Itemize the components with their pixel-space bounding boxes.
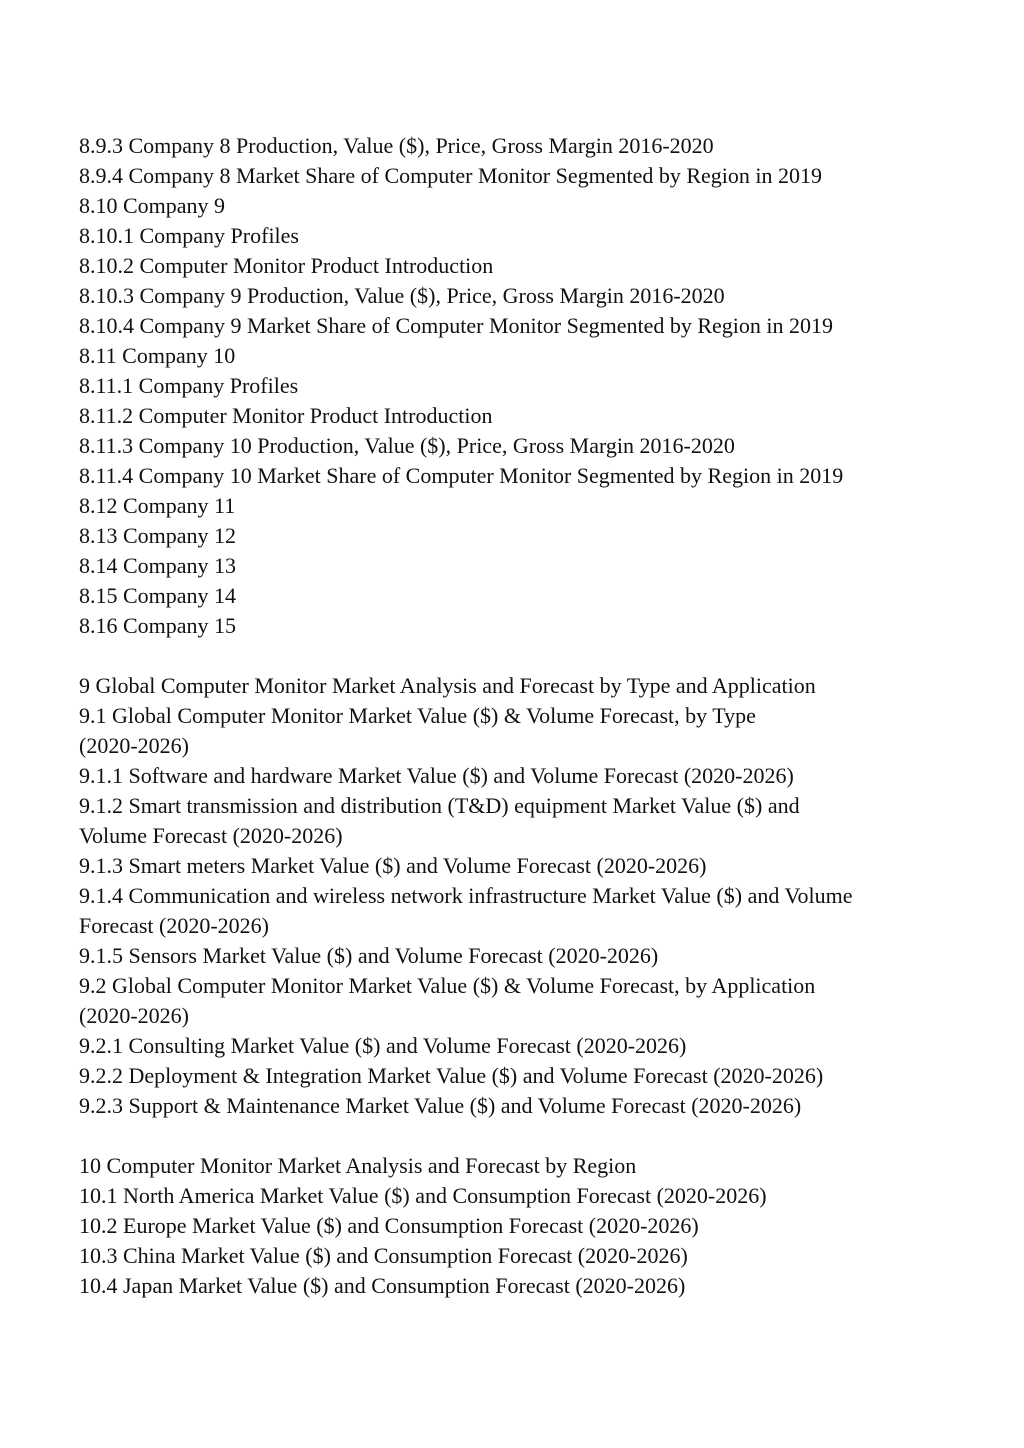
toc-entry: 8.11.3 Company 10 Production, Value ($), Price, Gross Margin 2016-2020 xyxy=(79,433,735,458)
toc-entry: 8.14 Company 13 xyxy=(79,553,237,578)
toc-entry-continuation: (2020-2026) xyxy=(79,1003,189,1028)
toc-entry: 8.13 Company 12 xyxy=(79,523,237,548)
toc-entry: 10.3 China Market Value ($) and Consumption Forecast (2020-2026) xyxy=(79,1243,688,1268)
toc-entry: 8.15 Company 14 xyxy=(79,583,237,608)
toc-section-heading: 10 Computer Monitor Market Analysis and Forecast by Region xyxy=(79,1153,637,1178)
toc-entry: 8.11 Company 10 xyxy=(79,343,236,368)
blank-line xyxy=(79,641,959,671)
toc-page xyxy=(79,131,959,1301)
toc-section-heading: 9 Global Computer Monitor Market Analysis and Forecast by Type and Application xyxy=(79,673,816,698)
toc-entry-continuation: Forecast (2020-2026) xyxy=(79,913,270,938)
toc-entry: 9.1.2 Smart transmission and distribution (T&D) equipment Market Value ($) and xyxy=(79,793,800,818)
toc-entry: 9.1.5 Sensors Market Value ($) and Volume Forecast (2020-2026) xyxy=(79,943,659,968)
toc-entry: 8.10.2 Computer Monitor Product Introduction xyxy=(79,253,494,278)
toc-entry-continuation: (2020-2026) xyxy=(79,733,189,758)
toc-entry: 9.2.2 Deployment & Integration Market Value ($) and Volume Forecast (2020-2026) xyxy=(79,1063,824,1088)
toc-entry: 9.2.3 Support & Maintenance Market Value ($) and Volume Forecast (2020-2026) xyxy=(79,1093,802,1118)
toc-entry: 8.11.4 Company 10 Market Share of Computer Monitor Segmented by Region in 2019 xyxy=(79,463,844,488)
toc-entry: 9.1.3 Smart meters Market Value ($) and Volume Forecast (2020-2026) xyxy=(79,853,707,878)
toc-entry: 8.9.4 Company 8 Market Share of Computer Monitor Segmented by Region in 2019 xyxy=(79,163,823,188)
toc-entry: 8.10 Company 9 xyxy=(79,193,226,218)
toc-entry: 9.2 Global Computer Monitor Market Value ($) & Volume Forecast, by Application xyxy=(79,973,816,998)
toc-entry: 8.11.1 Company Profiles xyxy=(79,373,299,398)
toc-entry: 9.1.4 Communication and wireless network infrastructure Market Value ($) and Volume xyxy=(79,883,853,908)
toc-entry: 10.4 Japan Market Value ($) and Consumption Forecast (2020-2026) xyxy=(79,1273,686,1298)
toc-entry: 8.12 Company 11 xyxy=(79,493,236,518)
toc-entry: 8.10.4 Company 9 Market Share of Computer Monitor Segmented by Region in 2019 xyxy=(79,313,834,338)
toc-entry: 8.11.2 Computer Monitor Product Introduction xyxy=(79,403,493,428)
toc-entry: 8.10.3 Company 9 Production, Value ($), Price, Gross Margin 2016-2020 xyxy=(79,283,725,308)
toc-entry: 8.10.1 Company Profiles xyxy=(79,223,299,248)
toc-entry: 10.2 Europe Market Value ($) and Consumption Forecast (2020-2026) xyxy=(79,1213,699,1238)
toc-entry-continuation: Volume Forecast (2020-2026) xyxy=(79,823,343,848)
toc-entry: 8.9.3 Company 8 Production, Value ($), Price, Gross Margin 2016-2020 xyxy=(79,133,714,158)
toc-entry: 9.2.1 Consulting Market Value ($) and Volume Forecast (2020-2026) xyxy=(79,1033,687,1058)
toc-entry: 8.16 Company 15 xyxy=(79,613,237,638)
toc-entry: 9.1 Global Computer Monitor Market Value ($) & Volume Forecast, by Type xyxy=(79,703,756,728)
toc-entry: 10.1 North America Market Value ($) and Consumption Forecast (2020-2026) xyxy=(79,1183,767,1208)
blank-line xyxy=(79,1121,959,1151)
toc-entry: 9.1.1 Software and hardware Market Value ($) and Volume Forecast (2020-2026) xyxy=(79,763,794,788)
